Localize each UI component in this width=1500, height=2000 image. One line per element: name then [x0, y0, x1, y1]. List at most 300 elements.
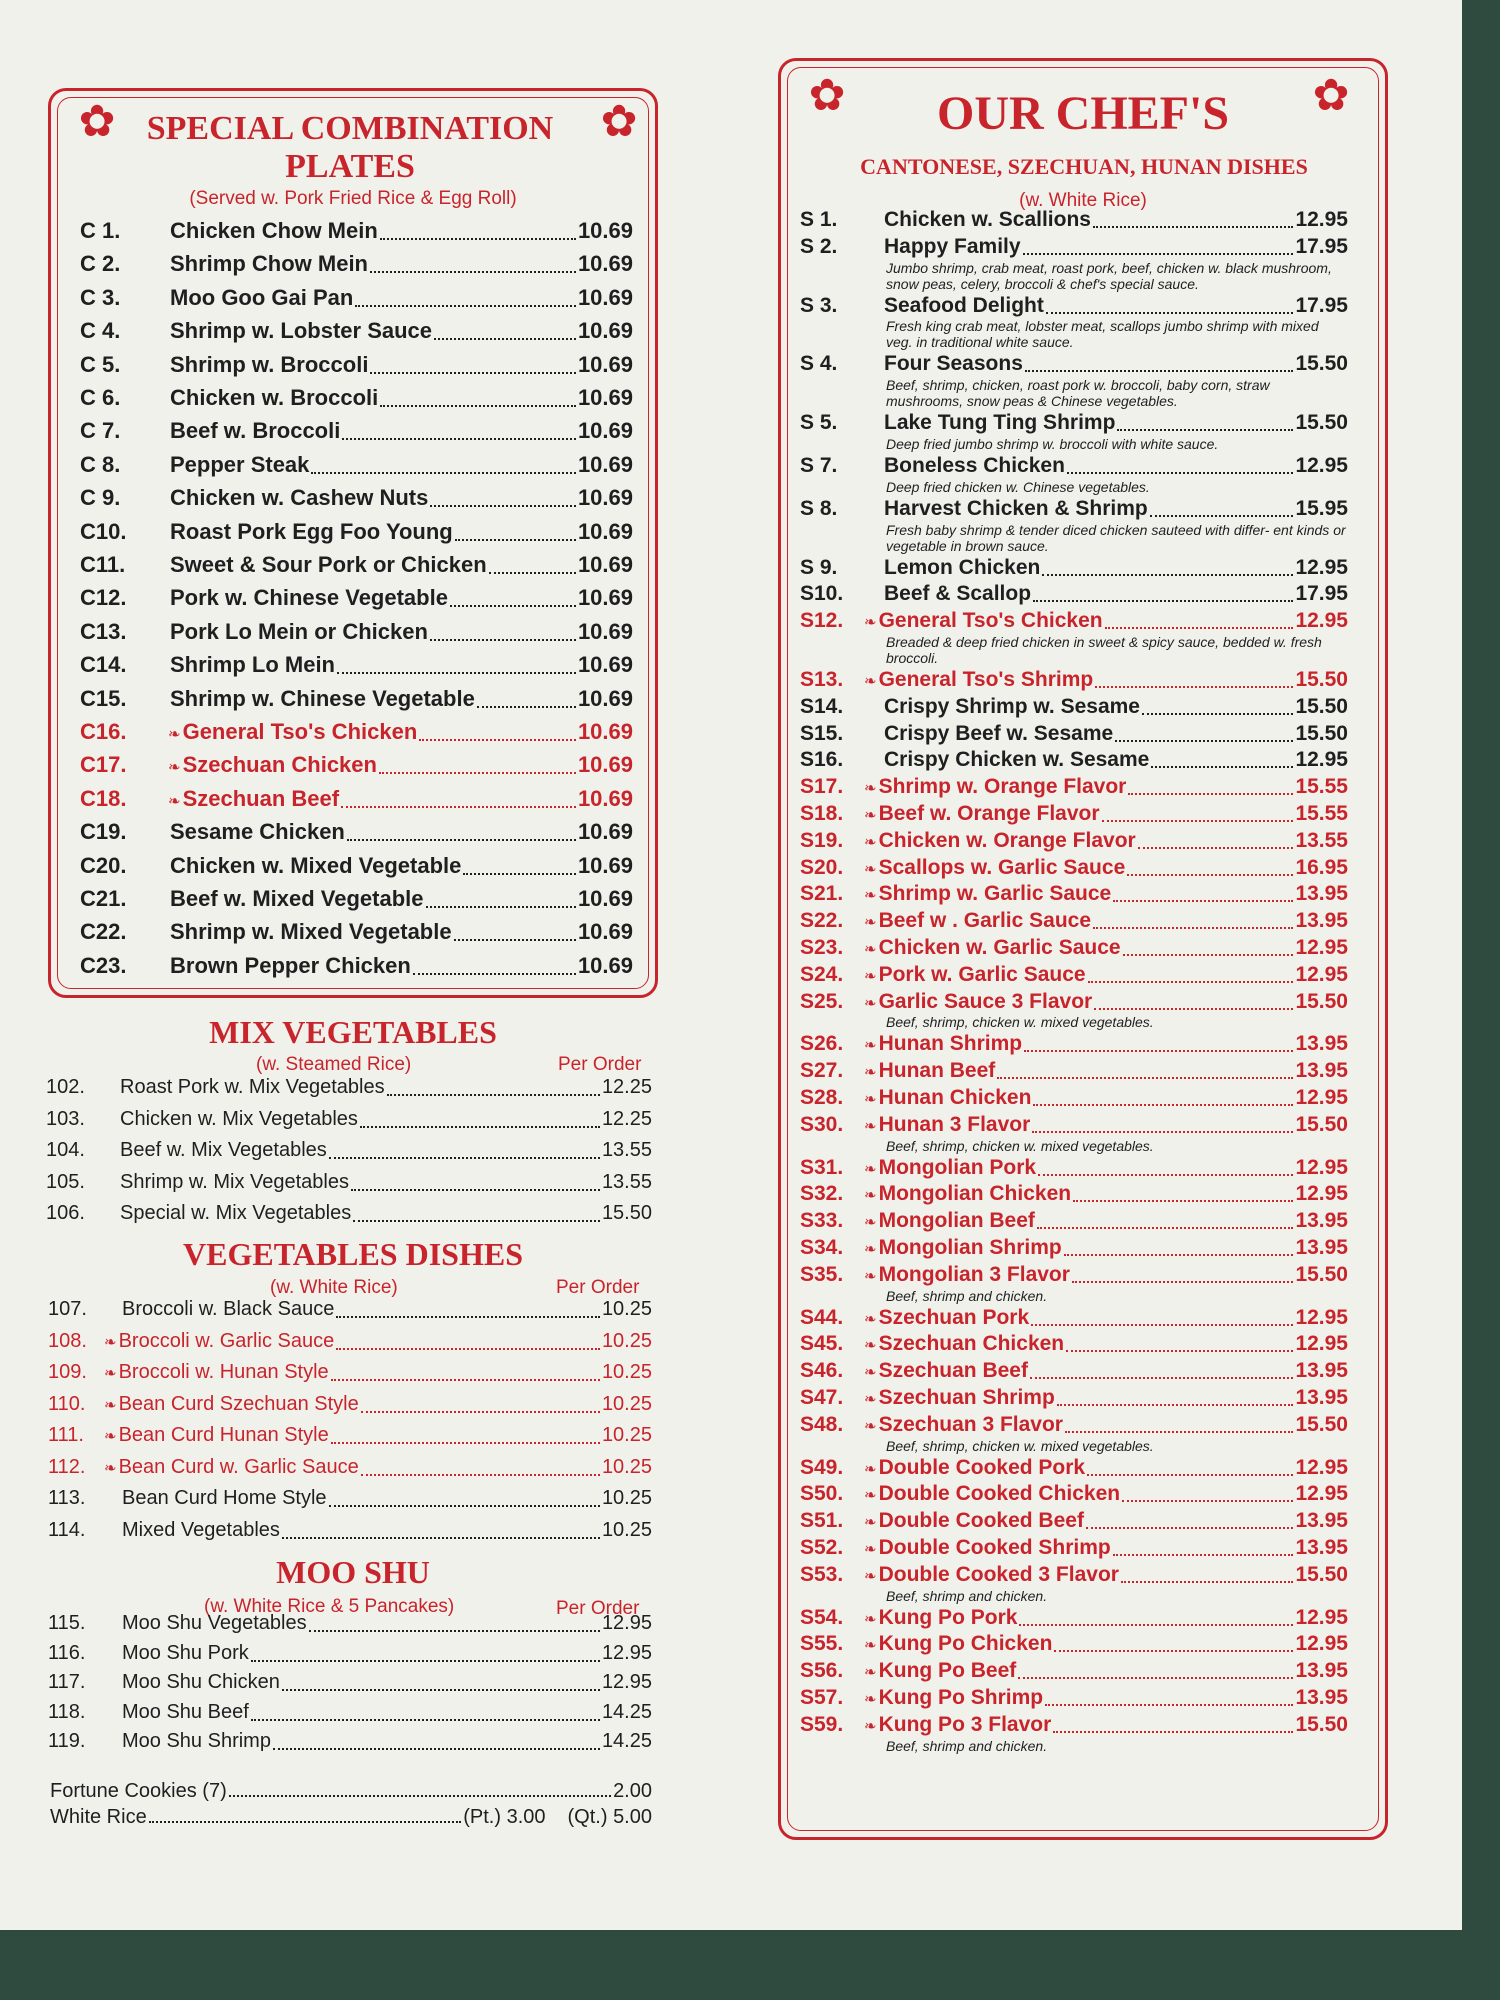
item-price: 13.95 [1295, 1359, 1348, 1383]
item-name: Shrimp Lo Mein [170, 652, 335, 678]
item-price: 12.95 [1295, 454, 1348, 477]
menu-item-row [800, 1306, 1348, 1332]
menu-item-row [48, 1519, 652, 1545]
leader-dots [1033, 1104, 1293, 1106]
item-price: 12.95 [1295, 1605, 1348, 1629]
item-name: Sesame Chicken [170, 819, 345, 845]
item-price: 12.95 [601, 1641, 652, 1664]
item-price: 10.69 [577, 752, 633, 778]
leader-dots [430, 505, 576, 507]
item-number: C20. [80, 852, 127, 878]
item-price: 10.69 [577, 485, 633, 511]
item-name: Szechuan Shrimp [878, 1386, 1055, 1409]
item-price: 13.55 [601, 1170, 652, 1193]
item-price: 17.95 [1295, 293, 1348, 317]
leader-dots [251, 1660, 600, 1662]
item-number: S 5. [800, 411, 838, 435]
item-description: Beef, shrimp, chicken w. mixed vegetables. [886, 1014, 1154, 1031]
item-name: Double Cooked 3 Flavor [878, 1562, 1119, 1586]
item-price: 12.95 [1295, 1482, 1348, 1506]
item-name: Shrimp w. Mix Vegetables [120, 1170, 349, 1193]
item-name: Kung Po 3 Flavor [878, 1712, 1052, 1736]
menu-item-row [80, 485, 633, 513]
item-price: 10.69 [577, 618, 633, 644]
item-name: Sweet & Sour Pork or Chicken [170, 552, 487, 577]
item-number: C 2. [80, 251, 121, 277]
item-price: 12.95 [1295, 1182, 1348, 1206]
item-name: Mixed Vegetables [122, 1518, 280, 1541]
item-number: S18. [800, 802, 844, 825]
item-name: Moo Goo Gai Pan [170, 284, 354, 310]
item-price: 15.50 [1295, 1412, 1348, 1436]
item-number: S12. [800, 609, 844, 633]
item-name: Chicken w. Mixed Vegetable [170, 852, 462, 878]
menu-item-row [800, 1659, 1348, 1685]
moo-shu-subtitle: (w. White Rice & 5 Pancakes) [204, 1596, 455, 1617]
leader-dots [1067, 472, 1294, 474]
item-name: Roast Pork Egg Foo Young [170, 518, 453, 544]
item-price: 15.50 [1295, 668, 1348, 691]
item-name: Bean Curd Szechuan Style [118, 1392, 359, 1415]
item-number: 116. [48, 1641, 86, 1664]
menu-item-row [800, 235, 1348, 261]
item-name: Beef w. Mix Vegetables [120, 1139, 327, 1161]
menu-item-row [800, 1209, 1348, 1235]
item-number: C 1. [80, 218, 121, 243]
item-number: S56. [800, 1659, 844, 1683]
menu-item-row [80, 652, 633, 680]
leader-dots [430, 639, 576, 641]
leader-dots [413, 973, 576, 975]
leader-dots [1093, 226, 1293, 228]
item-name: Chicken w. Orange Flavor [878, 828, 1136, 852]
item-price: 12.95 [1295, 936, 1348, 959]
leader-dots [379, 772, 576, 774]
item-price: 12.95 [1295, 748, 1348, 772]
item-name: Crispy Beef w. Sesame [884, 721, 1114, 745]
item-price: 12.95 [1295, 1332, 1348, 1356]
leader-dots [1057, 1404, 1294, 1406]
pepper-icon: ❧ [864, 1309, 877, 1328]
menu-item-row [48, 1393, 652, 1419]
item-number: S34. [800, 1236, 844, 1259]
item-name: Beef & Scallop [884, 582, 1032, 606]
leader-dots [1064, 1254, 1294, 1256]
leader-dots [1046, 312, 1294, 314]
leader-dots [434, 338, 576, 340]
item-number: 112. [48, 1455, 86, 1478]
pepper-icon: ❧ [864, 672, 877, 690]
item-number: S 1. [800, 208, 838, 231]
item-price: 13.95 [1295, 1236, 1348, 1259]
menu-item-row [800, 802, 1348, 828]
item-number: 115. [48, 1612, 86, 1634]
item-name: Happy Family [884, 234, 1021, 258]
item-number: 111. [48, 1424, 84, 1446]
menu-item-row [80, 953, 633, 981]
item-number: C 6. [80, 385, 121, 410]
item-number: 103. [46, 1107, 85, 1130]
item-number: C 8. [80, 451, 121, 477]
mooshu-per-order: Per Order [556, 1598, 640, 1619]
menu-item-row [800, 1456, 1348, 1482]
item-name: Shrimp w. Lobster Sauce [170, 318, 433, 344]
leader-dots [426, 906, 576, 908]
pepper-icon: ❧ [864, 613, 877, 632]
leader-dots [309, 1630, 600, 1632]
menu-item-row [80, 819, 633, 847]
pepper-icon: ❧ [864, 832, 877, 851]
menu-item-row [48, 1361, 652, 1387]
pepper-icon: ❧ [104, 1332, 117, 1351]
item-price: 13.95 [1295, 1536, 1348, 1559]
item-name: Szechuan Chicken [878, 1332, 1065, 1356]
leader-dots [1032, 1131, 1293, 1133]
item-number: S48. [800, 1412, 844, 1436]
leader-dots [282, 1537, 600, 1539]
item-number: 110. [48, 1392, 86, 1415]
item-name: Moo Shu Shrimp [122, 1730, 271, 1752]
item-price: 10.69 [577, 518, 633, 544]
item-number: S27. [800, 1059, 844, 1083]
item-name: Chicken w. Scallions [884, 208, 1091, 231]
item-number: 109. [48, 1361, 87, 1383]
item-name: Shrimp w. Chinese Vegetable [170, 685, 475, 711]
menu-item-row [800, 856, 1348, 882]
item-price: 10.69 [577, 552, 633, 577]
item-price: 15.50 [1295, 721, 1348, 745]
item-price: 10.69 [577, 585, 633, 611]
leader-dots [329, 1505, 600, 1507]
item-price: 17.95 [1295, 234, 1348, 258]
pepper-icon: ❧ [864, 1213, 877, 1232]
item-number: C12. [80, 585, 127, 611]
pepper-icon: ❧ [168, 725, 181, 743]
pepper-icon: ❧ [864, 1390, 877, 1408]
fortune-cookies-row [50, 1780, 652, 1803]
leader-dots [347, 839, 576, 841]
item-number: S31. [800, 1155, 844, 1179]
item-name: Harvest Chicken & Shrimp [884, 496, 1148, 520]
item-number: S 3. [800, 293, 838, 317]
item-number: 117. [48, 1671, 86, 1693]
item-number: S 9. [800, 555, 838, 579]
leader-dots [380, 238, 576, 240]
pepper-icon: ❧ [168, 758, 181, 777]
leader-dots [149, 1821, 462, 1823]
item-price: 12.25 [601, 1076, 652, 1098]
menu-item-row [800, 609, 1348, 635]
item-number: S10. [800, 582, 844, 606]
leader-dots [419, 739, 576, 741]
item-number: C10. [80, 518, 127, 544]
item-price: 15.55 [1295, 802, 1348, 825]
pepper-icon: ❧ [864, 1336, 877, 1355]
leader-dots [477, 706, 576, 708]
item-description: Jumbo shrimp, crab meat, roast pork, beef, chicken w. black mushroom, snow peas, celery, broccoli & chef's special sauce. [886, 259, 1332, 292]
leader-dots [1053, 1731, 1293, 1733]
item-number: C23. [80, 952, 127, 978]
item-number: C18. [80, 785, 127, 811]
item-price: 10.69 [577, 852, 633, 878]
item-price: 12.95 [1295, 962, 1348, 986]
item-price: 10.69 [577, 886, 633, 911]
item-name: Moo Shu Vegetables [122, 1612, 307, 1634]
leader-dots [1019, 1624, 1293, 1626]
item-price: 15.50 [1295, 989, 1348, 1013]
item-price: 12.95 [1295, 1455, 1348, 1479]
menu-item-row [48, 1612, 652, 1638]
item-name: Mongolian 3 Flavor [878, 1262, 1070, 1286]
leader-dots [331, 1379, 600, 1381]
leader-dots [387, 1094, 600, 1096]
item-price: 10.25 [601, 1392, 652, 1415]
leader-dots [1087, 1474, 1293, 1476]
leader-dots [1065, 1431, 1293, 1433]
item-number: S 8. [800, 496, 838, 520]
flower-ornament-icon: ✿ [808, 70, 846, 121]
leader-dots [489, 572, 576, 574]
pepper-icon: ❧ [864, 1240, 877, 1258]
item-number: S17. [800, 775, 844, 799]
item-number: 118. [48, 1700, 86, 1723]
mix-per-order: Per Order [558, 1054, 642, 1075]
vegetables-dishes-subtitle: (w. White Rice) [270, 1277, 398, 1298]
item-number: 114. [48, 1518, 86, 1541]
flower-ornament-icon: ✿ [78, 96, 116, 147]
combo-subtitle: (Served w. Pork Fried Rice & Egg Roll) [189, 188, 517, 209]
item-number: C 9. [80, 485, 121, 511]
menu-item-row [800, 748, 1348, 774]
item-description: Beef, shrimp and chicken. [886, 1737, 1048, 1754]
item-number: C19. [80, 819, 127, 845]
item-name: Szechuan Chicken [182, 752, 377, 778]
pepper-icon: ❧ [104, 1395, 117, 1414]
item-price: 15.50 [1295, 1112, 1348, 1136]
item-price: 13.95 [1295, 1659, 1348, 1683]
menu-item-row [80, 318, 633, 346]
white-rice-quart-price: (Qt.) 5.00 [567, 1806, 652, 1828]
menu-item-row [800, 936, 1348, 962]
pepper-icon: ❧ [864, 1540, 877, 1558]
item-number: S14. [800, 694, 844, 718]
item-price: 10.25 [601, 1298, 652, 1320]
leader-dots [1102, 820, 1294, 822]
leader-dots [1138, 847, 1294, 849]
leader-dots [1030, 1377, 1293, 1379]
item-name: Garlic Sauce 3 Flavor [878, 989, 1093, 1013]
item-price: 15.50 [1295, 411, 1348, 435]
menu-item-row [800, 1386, 1348, 1412]
item-name: Bean Curd w. Garlic Sauce [118, 1455, 359, 1478]
item-name: Beef w. Broccoli [170, 418, 341, 444]
item-price: 10.69 [577, 785, 633, 811]
leader-dots [1086, 1527, 1294, 1529]
item-price: 10.69 [577, 218, 633, 243]
item-price: 13.95 [1295, 1509, 1348, 1533]
item-number: 107. [48, 1298, 87, 1320]
item-number: 106. [46, 1202, 85, 1224]
menu-item-row [48, 1642, 652, 1668]
menu-item-row [800, 1509, 1348, 1535]
item-price: 10.69 [577, 952, 633, 978]
item-description: Beef, shrimp, chicken w. mixed vegetables. [886, 1137, 1154, 1154]
item-name: Double Cooked Beef [878, 1509, 1084, 1533]
menu-item-row [800, 1713, 1348, 1739]
item-name: Scallops w. Garlic Sauce [878, 855, 1126, 879]
item-number: S 4. [800, 352, 838, 376]
item-price: 10.25 [601, 1424, 652, 1446]
menu-item-row [800, 1263, 1348, 1289]
item-price: 10.69 [577, 685, 633, 711]
item-number: S33. [800, 1209, 844, 1233]
menu-item-row [800, 294, 1348, 320]
menu-item-row [80, 552, 633, 580]
menu-item-row [800, 1413, 1348, 1439]
item-price: 13.55 [601, 1139, 652, 1161]
fortune-cookies-label: Fortune Cookies (7) [50, 1780, 227, 1802]
item-name: Brown Pepper Chicken [170, 952, 411, 978]
combo-title-line2: PLATES [285, 148, 415, 185]
leader-dots [331, 1442, 600, 1444]
item-name: Broccoli w. Hunan Style [118, 1361, 329, 1383]
flower-ornament-icon: ✿ [1312, 70, 1350, 121]
item-name: Mongolian Pork [878, 1155, 1037, 1179]
item-name: Roast Pork w. Mix Vegetables [120, 1076, 385, 1098]
menu-item-row [80, 519, 633, 547]
pepper-icon: ❧ [864, 1416, 877, 1435]
leader-dots [329, 1157, 600, 1159]
item-price: 12.95 [1295, 1155, 1348, 1179]
item-price: 10.25 [601, 1487, 652, 1509]
item-price: 10.69 [577, 251, 633, 277]
leader-dots [1122, 1500, 1293, 1502]
item-number: S47. [800, 1386, 844, 1409]
item-name: Pork w. Chinese Vegetable [170, 585, 448, 611]
item-number: S13. [800, 668, 844, 691]
pepper-icon: ❧ [864, 1159, 877, 1178]
item-name: Special w. Mix Vegetables [120, 1202, 352, 1224]
menu-item-row [800, 1359, 1348, 1385]
menu-item-row [800, 582, 1348, 608]
leader-dots [1037, 1227, 1294, 1229]
leader-dots [361, 1411, 600, 1413]
item-name: Pepper Steak [170, 451, 310, 477]
item-price: 10.69 [577, 351, 633, 377]
item-price: 10.25 [601, 1329, 652, 1352]
item-number: S50. [800, 1482, 844, 1506]
menu-item-row [48, 1701, 652, 1727]
item-price: 10.69 [577, 385, 633, 410]
leader-dots [1031, 1324, 1293, 1326]
item-description: Fresh king crab meat, lobster meat, scallops jumbo shrimp with mixed veg. in traditional white sauce. [886, 318, 1319, 351]
item-price: 10.69 [577, 318, 633, 344]
item-price: 10.69 [577, 719, 633, 744]
item-number: C 5. [80, 351, 121, 377]
menu-item-row [80, 719, 633, 747]
menu-item-row [800, 1236, 1348, 1262]
item-number: S28. [800, 1086, 844, 1109]
pepper-icon: ❧ [104, 1427, 117, 1445]
item-name: Broccoli w. Garlic Sauce [118, 1329, 335, 1352]
item-name: Chicken w. Mix Vegetables [120, 1107, 358, 1130]
menu-item-row [46, 1108, 652, 1134]
item-name: Szechuan 3 Flavor [878, 1412, 1063, 1436]
item-price: 10.25 [601, 1518, 652, 1541]
item-name: Pork Lo Mein or Chicken [170, 618, 428, 644]
menu-item-row [800, 208, 1348, 234]
item-price: 15.50 [1295, 1262, 1348, 1286]
menu-item-row [800, 775, 1348, 801]
item-name: Chicken Chow Mein [170, 218, 378, 243]
menu-item-row [800, 722, 1348, 748]
menu-item-row [800, 497, 1348, 523]
leader-dots [1024, 1050, 1293, 1052]
item-price: 12.95 [1295, 609, 1348, 633]
item-number: S45. [800, 1332, 844, 1356]
leader-dots [1115, 740, 1293, 742]
item-name: Mongolian Beef [878, 1209, 1035, 1233]
pepper-icon: ❧ [864, 1063, 877, 1082]
item-price: 17.95 [1295, 582, 1348, 606]
leader-dots [1033, 600, 1293, 602]
item-number: S44. [800, 1305, 844, 1329]
menu-item-row [80, 452, 633, 480]
item-number: C14. [80, 652, 127, 678]
item-number: S53. [800, 1562, 844, 1586]
leader-dots [1038, 1174, 1293, 1176]
leader-dots [1023, 253, 1294, 255]
leader-dots [1018, 1677, 1293, 1679]
pepper-icon: ❧ [864, 779, 877, 798]
chef-subtitle: CANTONESE, SZECHUAN, HUNAN DISHES [860, 154, 1308, 179]
menu-item-row [800, 1686, 1348, 1712]
pepper-icon: ❧ [864, 1186, 877, 1205]
item-number: 104. [46, 1139, 85, 1161]
menu-item-row [80, 919, 633, 947]
pepper-icon: ❧ [864, 1459, 877, 1478]
item-number: C13. [80, 618, 127, 644]
item-name: Hunan 3 Flavor [878, 1112, 1031, 1136]
item-number: C21. [80, 886, 127, 911]
item-name: Szechuan Beef [878, 1359, 1028, 1383]
menu-item-row [46, 1202, 652, 1228]
item-price: 13.95 [1295, 1686, 1348, 1709]
item-description: Beef, shrimp, chicken w. mixed vegetables. [886, 1437, 1154, 1454]
menu-item-row [46, 1139, 652, 1165]
pepper-icon: ❧ [864, 1566, 877, 1585]
item-number: S25. [800, 989, 844, 1013]
item-number: S35. [800, 1262, 844, 1286]
leader-dots [351, 1189, 600, 1191]
menu-item-row [80, 218, 633, 246]
item-name: Beef w. Mixed Vegetable [170, 886, 424, 911]
chef-rice-note: (w. White Rice) [1019, 190, 1147, 211]
leader-dots [273, 1748, 600, 1750]
leader-dots [370, 372, 575, 374]
leader-dots [1042, 574, 1293, 576]
item-name: Bean Curd Hunan Style [118, 1424, 329, 1446]
item-name: Hunan Chicken [878, 1086, 1032, 1109]
white-rice-label: White Rice [50, 1806, 147, 1828]
menu-item-row [800, 990, 1348, 1016]
item-number: C 7. [80, 418, 121, 444]
item-price: 10.69 [577, 418, 633, 444]
pepper-icon: ❧ [864, 993, 877, 1012]
item-price: 13.95 [1295, 1386, 1348, 1409]
item-number: 119. [48, 1730, 86, 1752]
pepper-icon: ❧ [864, 1716, 877, 1735]
